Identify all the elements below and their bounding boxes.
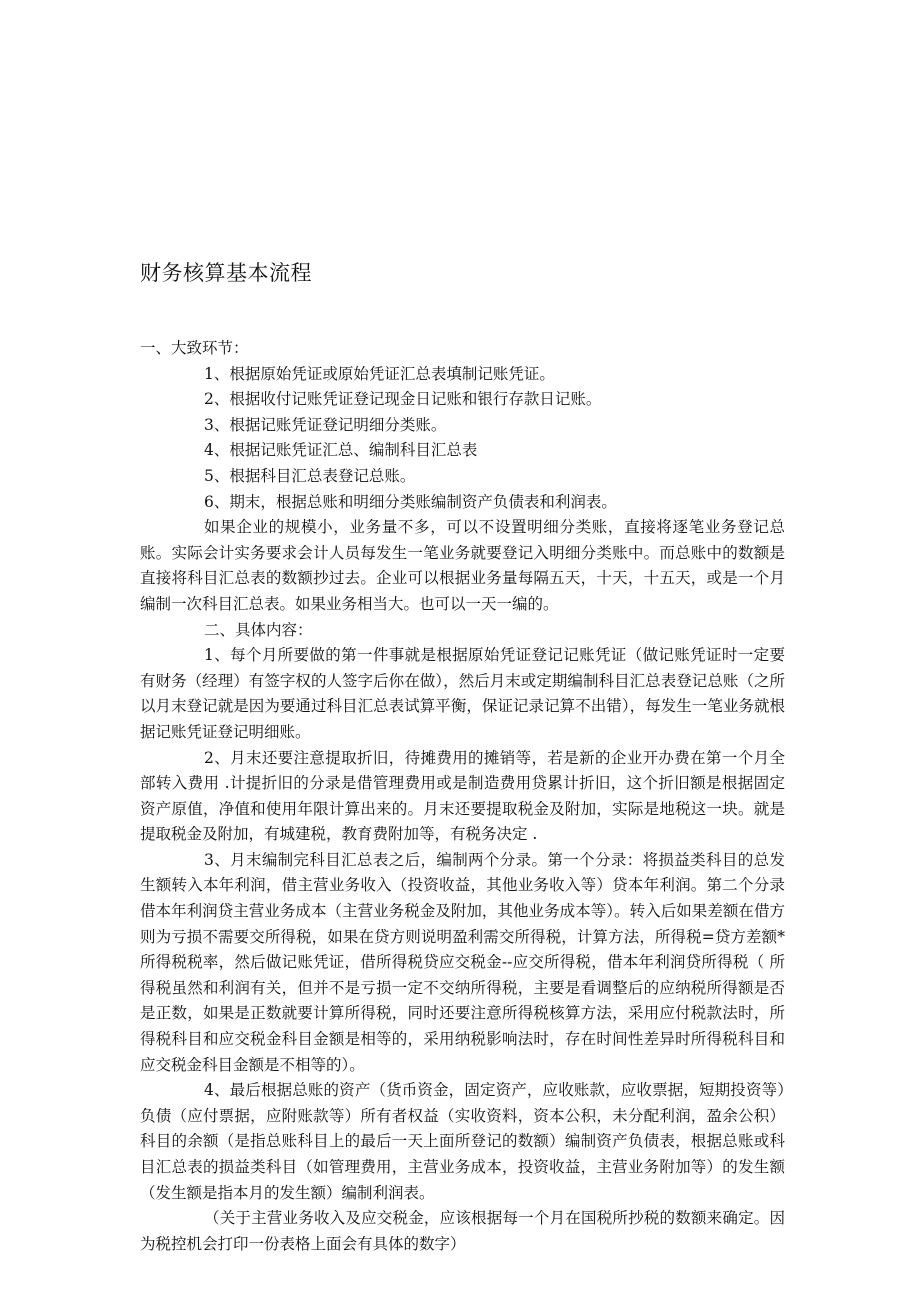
document-title: 财务核算基本流程 [140, 261, 312, 285]
step-item: 6、期末，根据总账和明细分类账编制资产负债表和利润表。 [204, 492, 617, 511]
step-item: 2、根据收付记账凭证登记现金日记账和银行存款日记账。 [204, 390, 602, 409]
body-paragraph: （关于主营业务收入及应交税金，应该根据每一个月在国税所抄税的数额来确定。因为税控机会打印一份表格上面会有具体的数字） [140, 1209, 785, 1253]
body-paragraph: 2、月末还要注意提取折旧，待摊费用的摊销等，若是新的企业开办费在第一个月全部转入费用 .计提折旧的分录是借管理费用或是制造费用贷累计折旧，这个折旧额是根据固定资产原值，净值和使用年限计算出来的。月末还要提取税金及附加，实际是地税这一块。就是提取税金及附加，有城建税，教育费附加等，有税务决定 . [140, 748, 785, 844]
step-item: 1、根据原始凭证或原始凭证汇总表填制记账凭证。 [204, 364, 555, 383]
section1-heading: 一、大致环节： [140, 339, 249, 357]
step-item: 3、根据记账凭证登记明细分类账。 [204, 415, 447, 434]
body-paragraph: 4、最后根据总账的资产（货币资金，固定资产，应收账款，应收票据，短期投资等）负债（应付票据，应附账款等）所有者权益（实收资料，资本公积，未分配利润，盈余公积）科目的余额（是指总账科目上的最后一天上面所登记的数额）编制资产负债表，根据总账或科目汇总表的损益类科目（如管理费用，主营业务成本，投资收益，主营业务附加等）的发生额（发生额是指本月的发生额）编制利润表。 [140, 1081, 785, 1202]
body-paragraph: 1、每个月所要做的第一件事就是根据原始凭证登记记账凭证（做记账凭证时一定要有财务（经理）有签字权的人签字后你在做），然后月末或定期编制科目汇总表登记总账（之所以月末登记就是因为要通过科目汇总表试算平衡，保证记录记算不出错），每发生一笔业务就根据记账凭证登记明细账。 [140, 646, 785, 741]
section2-heading: 二、具体内容： [204, 620, 313, 639]
step-item: 5、根据科目汇总表登记总账。 [204, 466, 416, 485]
section1-note: 如果企业的规模小，业务量不多，可以不设置明细分类账，直接将逐笔业务登记总账。实际会计实务要求会计人员每发生一笔业务就要登记入明细分类账中。而总账中的数额是直接将科目汇总表的数额抄过去。企业可以根据业务量每隔五天，十天，十五天，或是一个月编制一次科目汇总表。如果业务相当大。也可以一天一编的。 [140, 518, 785, 613]
body-paragraph: 3、月末编制完科目汇总表之后，编制两个分录。第一个分录：将损益类科目的总发生额转入本年利润，借主营业务收入（投资收益，其他业务收入等）贷本年利润。第二个分录 借本年利润贷主营业务成本（主营业务税金及附加，其他业务成本等）。转入后如果差额在借方则为亏损不需要交所得税，如果在贷方则说明盈利需交所得税，计算方法，所得税=贷方差额*所得税税率，然后做记账凭证，借所得税贷应交税金--应交所得税，借本年利润贷所得税（ 所得税虽然和利润有关，但并不是亏损一定不交纳所得税，主要是看调整后的应纳税所得额是否是正数，如果是正数就要计算所得税，同时还要注意所得税核算方法，采用应付税款法时，所得税科目和应交税金科目金额是相等的，采用纳税影响法时，存在时间性差异时所得税科目和应交税金科目金额是不相等的）。 [140, 850, 785, 1074]
steps-list [140, 362, 785, 516]
step-item: 4、根据记账凭证汇总、编制科目汇总表 [204, 441, 478, 460]
document-page [140, 258, 785, 1257]
